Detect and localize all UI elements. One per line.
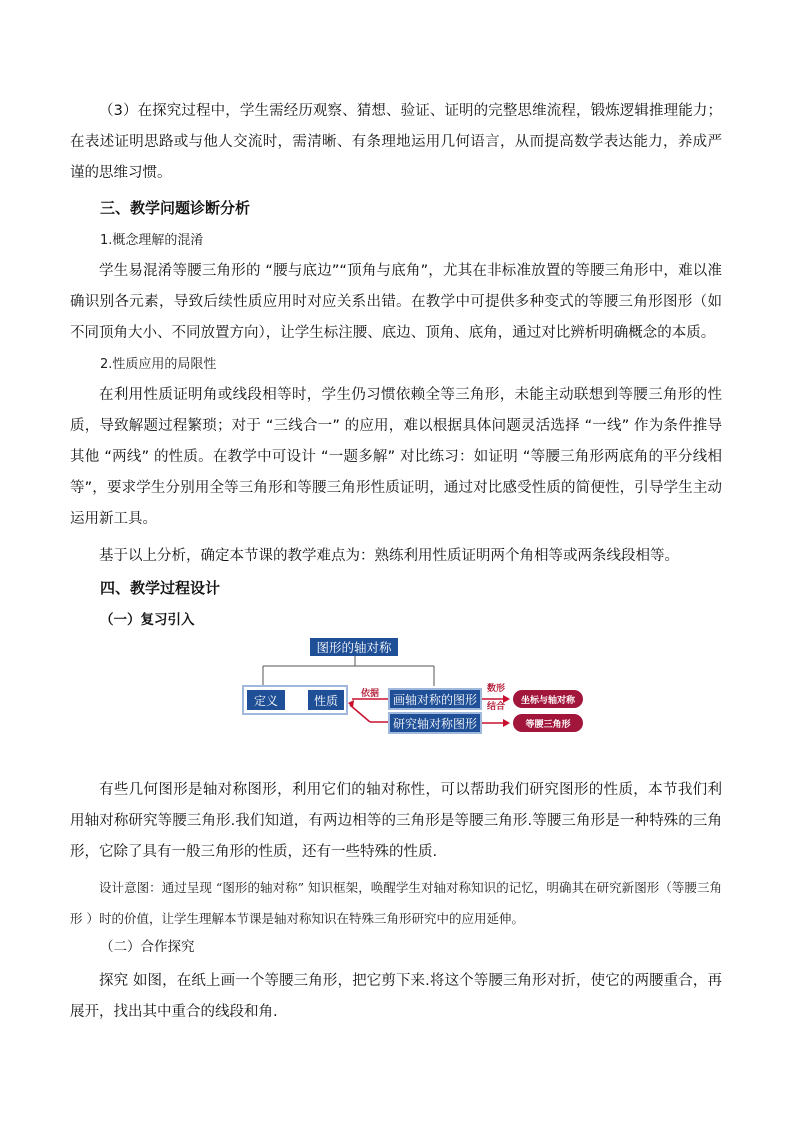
diagram-yiju-label: 依据 bbox=[360, 689, 379, 699]
diagram-coordinate-symmetry-pill: 坐标与轴对称 bbox=[513, 690, 583, 708]
paragraph-review-intro: 有些几何图形是轴对称图形，利用它们的轴对称性，可以帮助我们研究图形的性质，本节我们利用轴对称研究等腰三角形.我们知道，有两边相等的三角形是等腰三角形.等腰三角形是一种特殊的三角形，它除了具有一般三角形的性质，还有一些特殊的性质. bbox=[70, 782, 722, 860]
axial-symmetry-framework-diagram bbox=[230, 633, 590, 745]
subheading-review-intro: （一）复习引入 bbox=[100, 612, 195, 628]
diagram-shuxing-label: 数形 bbox=[486, 684, 505, 694]
subheading-concept-confusion: 1.概念理解的混淆 bbox=[100, 233, 204, 248]
paragraph-property-application: 在利用性质证明角或线段相等时，学生仍习惯依赖全等三角形，未能主动联想到等腰三角形的性质，导致解题过程繁琐；对于 “三线合一” 的应用，难以根据具体问题灵活选择 “一线” 作为条件推导其他 “两线” 的性质。在教学中可设计 “一题多解” 对比练习：如证明 “等腰三角形两底角的平分线相等”，要求学生分别用全等三角形和等腰三角形性质证明，通过对比感受性质的简便性，引导学生主动运用新工具。 bbox=[70, 387, 722, 527]
diagram-definition-box: 定义 bbox=[247, 690, 285, 710]
arrow-to-isosceles-head bbox=[503, 719, 510, 727]
design-intent-note: 设计意图：通过呈现 “图形的轴对称” 知识框架，唤醒学生对轴对称知识的记忆，明确其在研究新图形（等腰三角形 ）时的价值，让学生理解本节课是轴对称知识在特殊三角形研究中的应用延伸。 bbox=[70, 880, 722, 926]
diagram-root-box: 图形的轴对称 bbox=[310, 638, 398, 656]
paragraph-teaching-goal-3: （3）在探究过程中，学生需经历观察、猜想、验证、证明的完整思维流程，锻炼逻辑推理能力；在表述证明思路或与他人交流时，需清晰、有条理地运用几何语言，从而提高数学表达能力，养成严谨的思维习惯。 bbox=[70, 103, 722, 181]
section-heading-problem-diagnosis: 三、教学问题诊断分析 bbox=[100, 199, 251, 217]
diagram-study-symmetric-box: 研究轴对称图形 bbox=[388, 712, 482, 734]
diagram-draw-symmetric-box: 画轴对称的图形 bbox=[388, 688, 482, 710]
diagram-property-box: 性质 bbox=[308, 690, 344, 710]
section-heading-process-design: 四、教学过程设计 bbox=[100, 579, 221, 597]
paragraph-inquiry-task: 探究 如图，在纸上画一个等腰三角形，把它剪下来.将这个等腰三角形对折，使它的两腰重合，再展开，找出其中重合的线段和角. bbox=[70, 973, 722, 1020]
subheading-property-application: 2.性质应用的局限性 bbox=[100, 357, 217, 372]
diagram-isosceles-triangle-pill: 等腰三角形 bbox=[513, 714, 583, 732]
paragraph-teaching-difficulty: 基于以上分析，确定本节课的教学难点为：熟练利用性质证明两个角相等或两条线段相等。 bbox=[99, 548, 679, 564]
subheading-cooperative-inquiry: （二）合作探究 bbox=[100, 939, 195, 955]
diagram-jiehe-label: 结合 bbox=[486, 702, 505, 712]
paragraph-concept-confusion: 学生易混淆等腰三角形的 “腰与底边”“顶角与底角”，尤其在非标准放置的等腰三角形中，难以准确识别各元素，导致后续性质应用时对应关系出错。在教学中可提供多种变式的等腰三角形图形（如不同顶角大小、不同放置方向），让学生标注腰、底边、顶角、底角，通过对比辨析明确概念的本质。 bbox=[70, 263, 722, 341]
